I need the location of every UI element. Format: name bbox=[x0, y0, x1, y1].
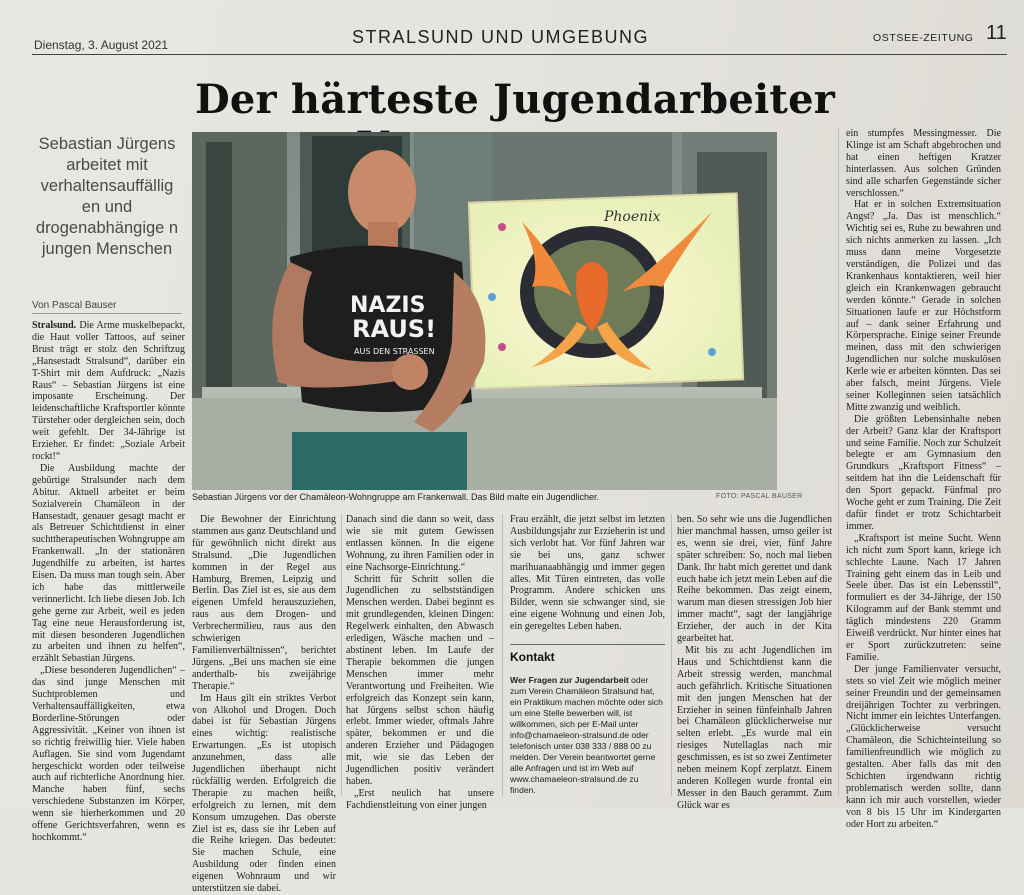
article-column-2 bbox=[192, 514, 336, 895]
paragraph: „Erst neulich hat unsere Fachdienstleitung von einer jungen bbox=[346, 787, 494, 811]
shirt-text-2: RAUS! bbox=[352, 315, 437, 343]
article-photo bbox=[192, 132, 777, 490]
article-subheadline: Sebastian Jürgens arbeitet mit verhaltensauffällig en und drogenabhängige n jungen Menschen bbox=[35, 135, 179, 258]
photo-illustration bbox=[192, 132, 777, 490]
painting-caption: Phoenix bbox=[604, 209, 661, 225]
paragraph: Frau erzählt, die jetzt selbst im letzten Ausbildungsjahr zur Erzieherin ist und sich verlobt hat. Vor fünf Jahren war sie bei uns, ganz schwer marihuanaabhängig und immer gegen alles. Mit Türen eintreten, das volle Programm. Andere schicken uns Bilder, wenn sie schwanger sind, sie eine eigene Wohnung und einen Job, ein geregeltes Leben haben. bbox=[510, 514, 665, 633]
photo-caption: Sebastian Jürgens vor der Chamäleon-Wohngruppe am Frankenwall. Das Bild malte ein Jugendlicher. bbox=[192, 492, 600, 502]
paragraph: Mit bis zu acht Jugendlichen im Haus und Schichtdienst kann die Arbeit stressig werden, manchmal auch gefährlich. Kritische Situationen mit den jungen Menschen hat der Erzieher in seinen fünfeinhalb Jahren bei Chamäleon glücklicherweise nur selten erlebt. „Es wurde mal ein riesiges Nutellaglas nach mir geschmissen, es ist so zwei Zentimeter neben meinem Kopf zerplatzt. Einem anderen Kollegen wurde frontal ein Messer in den Bauch gerammt. Zum Glück war es bbox=[677, 644, 832, 811]
article-column-6 bbox=[846, 128, 1001, 830]
byline: Von Pascal Bauser bbox=[32, 300, 117, 311]
shirt-text-1: NAZIS bbox=[350, 293, 426, 318]
paragraph bbox=[32, 320, 185, 463]
column-divider bbox=[838, 128, 839, 796]
paragraph-text: Die Arme muskelbepackt, die Haut voller Tattoos, auf seiner Brust trägt er stolz den Schriftzug „Hansestadt Stralsund“, darüber ein T-Shirt mit dem Aufdruck: „Nazis Raus“ – Sebastian Jürgens ist eine imposante Erscheinung. Der leidenschaftliche Kraftsportler könnte Türsteher oder dergleichen sein, doch weit gefehlt. Der 34-Jährige ist Erzieher. Er findet: „Soziale Arbeit rockt!“ bbox=[32, 320, 185, 462]
paragraph: „Diese besonderen Jugendlichen“ – das sind junge Menschen mit Suchtproblemen und Verhaltensauffälligkeiten, etwa Borderline-Störungen oder Aggressivität. „Keiner von ihnen ist so richtig freiwillig hier. Viele haben Auflagen. Sie sind vom Jugendamt hergeschickt worden oder teilweise auch auf richterliche Anordnung hier. Manche haben fünf, sechs verschiedene Substanzen im Körper, wenn sie hierherkommen und 20 offene Gerichtsverfahren, wenn es hochkommt.“ bbox=[32, 665, 185, 843]
paragraph: Die größten Lebensinhalte neben der Arbeit? Ganz klar der Kraftsport und seine Familie. Noch zur Schulzeit belegte er am Gymnasium den Grundkurs „Kraftsport Fitness“ – seitdem hat ihn die Leidenschaft für den Sport gepackt. Fünfmal pro Woche geht er zum Training. Die Zeit dafür findet er trotz Schichtarbeit immer. bbox=[846, 413, 1001, 532]
paragraph: Die Bewohner der Einrichtung stammen aus ganz Deutschland und für gewöhnlich nicht direkt aus Stralsund. „Die Jugendlichen kommen in der Regel aus Hamburg, Bremen, Leipzig und Berlin. Das Ziel ist es, sie aus dem eigenen Umfeld herauszuziehen, raus aus dem Drogen- und Verbrechermilieu, raus aus den schwierigen Familienverhältnissen“, berichtet Jürgens. „Bei uns machen sie eine anderthalb- bis zweijährige Therapie.“ bbox=[192, 514, 336, 692]
paragraph: ein stumpfes Messingmesser. Die Klinge ist am Schaft abgebrochen und hat einen heftigen Kratzer hinterlassen. Aus solchen Gründen sind alle scharfen Gegenstände sicher verschlossen.“ bbox=[846, 128, 1001, 199]
shirt-text-3: AUS DEN STRASSEN bbox=[354, 347, 435, 356]
phoenix-painting bbox=[469, 193, 743, 388]
paragraph: „Kraftsport ist meine Sucht. Wenn ich nicht zum Sport kann, kriege ich schlechte Laune. Nach 17 Jahren Training geht einem das in Leib und Seele über. Das ist ein Lebensstil“, formuliert es der 34-Jährige, der 150 Kilogramm auf der Bank stemmt und täglich mindestens 220 Gramm Eiweiß verdrückt. Nur hinter eines hat er Sport zurückzutreten: seine Familie. bbox=[846, 532, 1001, 663]
byline-divider bbox=[32, 313, 182, 314]
column-divider bbox=[502, 514, 503, 796]
paragraph: Danach sind die dann so weit, dass wie sie mit gutem Gewissen entlassen können. In die eigene Wohnung, zu ihren Familien oder in eine Nachsorge-Einrichtung.“ bbox=[346, 514, 494, 573]
contact-box-lead: Wer Fragen zur Jugendarbeit bbox=[510, 675, 629, 685]
paragraph: Der junge Familienvater versucht, stets so viel Zeit wie möglich meiner seiner Freundin und der gemeinsamen dreijährigen Tochter zu verbringen. Nicht immer ein leichtes Unterfangen. „Glücklicherweise versucht Chamäleon, die Schichteinteilung so familienfreundlich wie möglich zu gestalten. Aber falls das mit den Schichten irgendwann richtig problematisch werden sollte, dann kann ich mir auch vorstellen, wieder von 8 bis 15 Uhr im Kindergarten oder Hort zu arbeiten.“ bbox=[846, 663, 1001, 830]
article-column-4 bbox=[510, 514, 665, 632]
dateline: Stralsund. bbox=[32, 320, 77, 331]
header-divider bbox=[32, 54, 1007, 55]
contact-box-divider bbox=[510, 644, 665, 645]
paragraph: Im Haus gilt ein striktes Verbot von Alkohol und Drogen. Doch dabei ist für Sebastian Jürgens eines wichtig: realistische Erwartungen. „Es ist utopisch anzunehmen, dass alle Jugendlichen überhaupt nicht rückfällig werden. Erfolgreich die Therapie zu machen heißt, erfolgreich zu lernen, mit dem Konsum umzugehen. Das oberste Ziel ist es, dass sie ihr Leben auf die Reihe kriegen. Das bedeutet: Sie machen Schule, eine Ausbildung oder finden einen eigenen Wohnraum und wir unterstützen sie dabei. bbox=[192, 692, 336, 895]
contact-box-text: oder zum Verein Chamäleon Stralsund hat, ein Praktikum machen möchte oder sich um eine Stelle bewerben will, ist willkommen, sich per E-Mail unter info@chamaeleon-stralsund.de oder telefonisch unter 038 333 / 888 00 zu melden. Der Verein beantwortet gerne alle Anfragen und ist im Web auf www.chamaeleon-stralsund.de zu finden. bbox=[510, 675, 663, 795]
article-column-5 bbox=[677, 514, 832, 811]
contact-box-title: Kontakt bbox=[510, 650, 555, 664]
photo-credit: FOTO: PASCAL BAUSER bbox=[716, 493, 803, 500]
column-divider bbox=[671, 514, 672, 796]
contact-box bbox=[510, 675, 665, 800]
section-title: STRALSUND UND UMGEBUNG bbox=[352, 27, 650, 47]
paragraph: Die Ausbildung machte der gebürtige Stralsunder nach dem Abitur. Aktuell arbeitet er beim Sozialverein Chamäleon in der Hansestadt, genauer gesagt macht er als Betreuer Schichtdienst in einer suchttherapeutischen Wohngruppe am Frankenwall. „In der stationären Jugendhilfe zu arbeiten, ist hartes Eisen. Da muss man tough sein. Aber ich habe das mittlerweile verinnerlicht. Ich liebe diesen Job. Ich gehe gerne zur Arbeit, weil es jeden Tag eine neue Herausforderung ist, mit diesen besonderen Jugendlichen zu arbeiten und ihnen zu helfen“, erzählt Sebastian Jürgens. bbox=[32, 462, 185, 665]
article-headline: Der härteste Jugendarbeiter bbox=[195, 76, 835, 123]
newspaper-name: OSTSEE-ZEITUNG bbox=[873, 32, 974, 44]
paragraph: Schritt für Schritt sollen die Jugendlichen zu selbstständigen Menschen werden. Dabei beginnt es mit grundlegenden, kleinen Dingen: Regelwerk einhalten, den Abwasch erledigen, Wäsche machen und – abstinent leben. Im Laufe der Therapie bekommen die jungen Menschen immer mehr Verantwortung und Freiheiten. Wie erfolgreich das Konzept sein kann, hat Jürgens selbst schon häufig erlebt. Immer wieder, oftmals Jahre später, bekommen er und die anderen Erzieher und Pädagogen mit, wie sie das Leben der Jugendlichen positiv verändert haben. bbox=[346, 573, 494, 787]
issue-date: Dienstag, 3. August 2021 bbox=[34, 38, 169, 52]
column-divider bbox=[341, 514, 342, 796]
paragraph: Hat er in solchen Extremsituation Angst? „Ja. Das ist menschlich.“ Wichtig sei es, Ruhe zu bewahren und sich nichts anmerken zu lassen. „Ich muss dann meine Vorgesetzte verständigen, die Polizei und das Krankenhaus kontaktieren, weil hier gleich ein Krankenwagen gebraucht werden könnte.“ Gerade in solchen Situationen laufe er zur Höchstform auf – dank seiner Erfahrung und Körpersprache. Einige seiner Freunde meinen, dass mit den schwierigen Jugendlichen nur solche muskulösen Kerle wie er arbeiten könnten. Das sei aber falsch, meint Jürgens. Viele seiner Kolleginnen seien tatsächlich Mitte zwanzig und weiblich. bbox=[846, 199, 1001, 413]
paragraph: ben. So sehr wie uns die Jugendlichen hier manchmal hassen, umso geiler ist es, wenn sie drei, vier, fünf Jahre später schreiben: So, noch mal lieben Dank. Ihr habt mich gerettet und dank euch habe ich jetzt mein Leben auf die Reihe bekommen. Das zeigt einem, warum man diesen stressigen Job hier immer macht“, sagt der langjährige Erzieher, der auch in der Kita gearbeitet hat. bbox=[677, 514, 832, 645]
article-column-3 bbox=[346, 514, 494, 811]
page-number: 11 bbox=[986, 22, 1007, 44]
article-column-1 bbox=[32, 320, 185, 843]
